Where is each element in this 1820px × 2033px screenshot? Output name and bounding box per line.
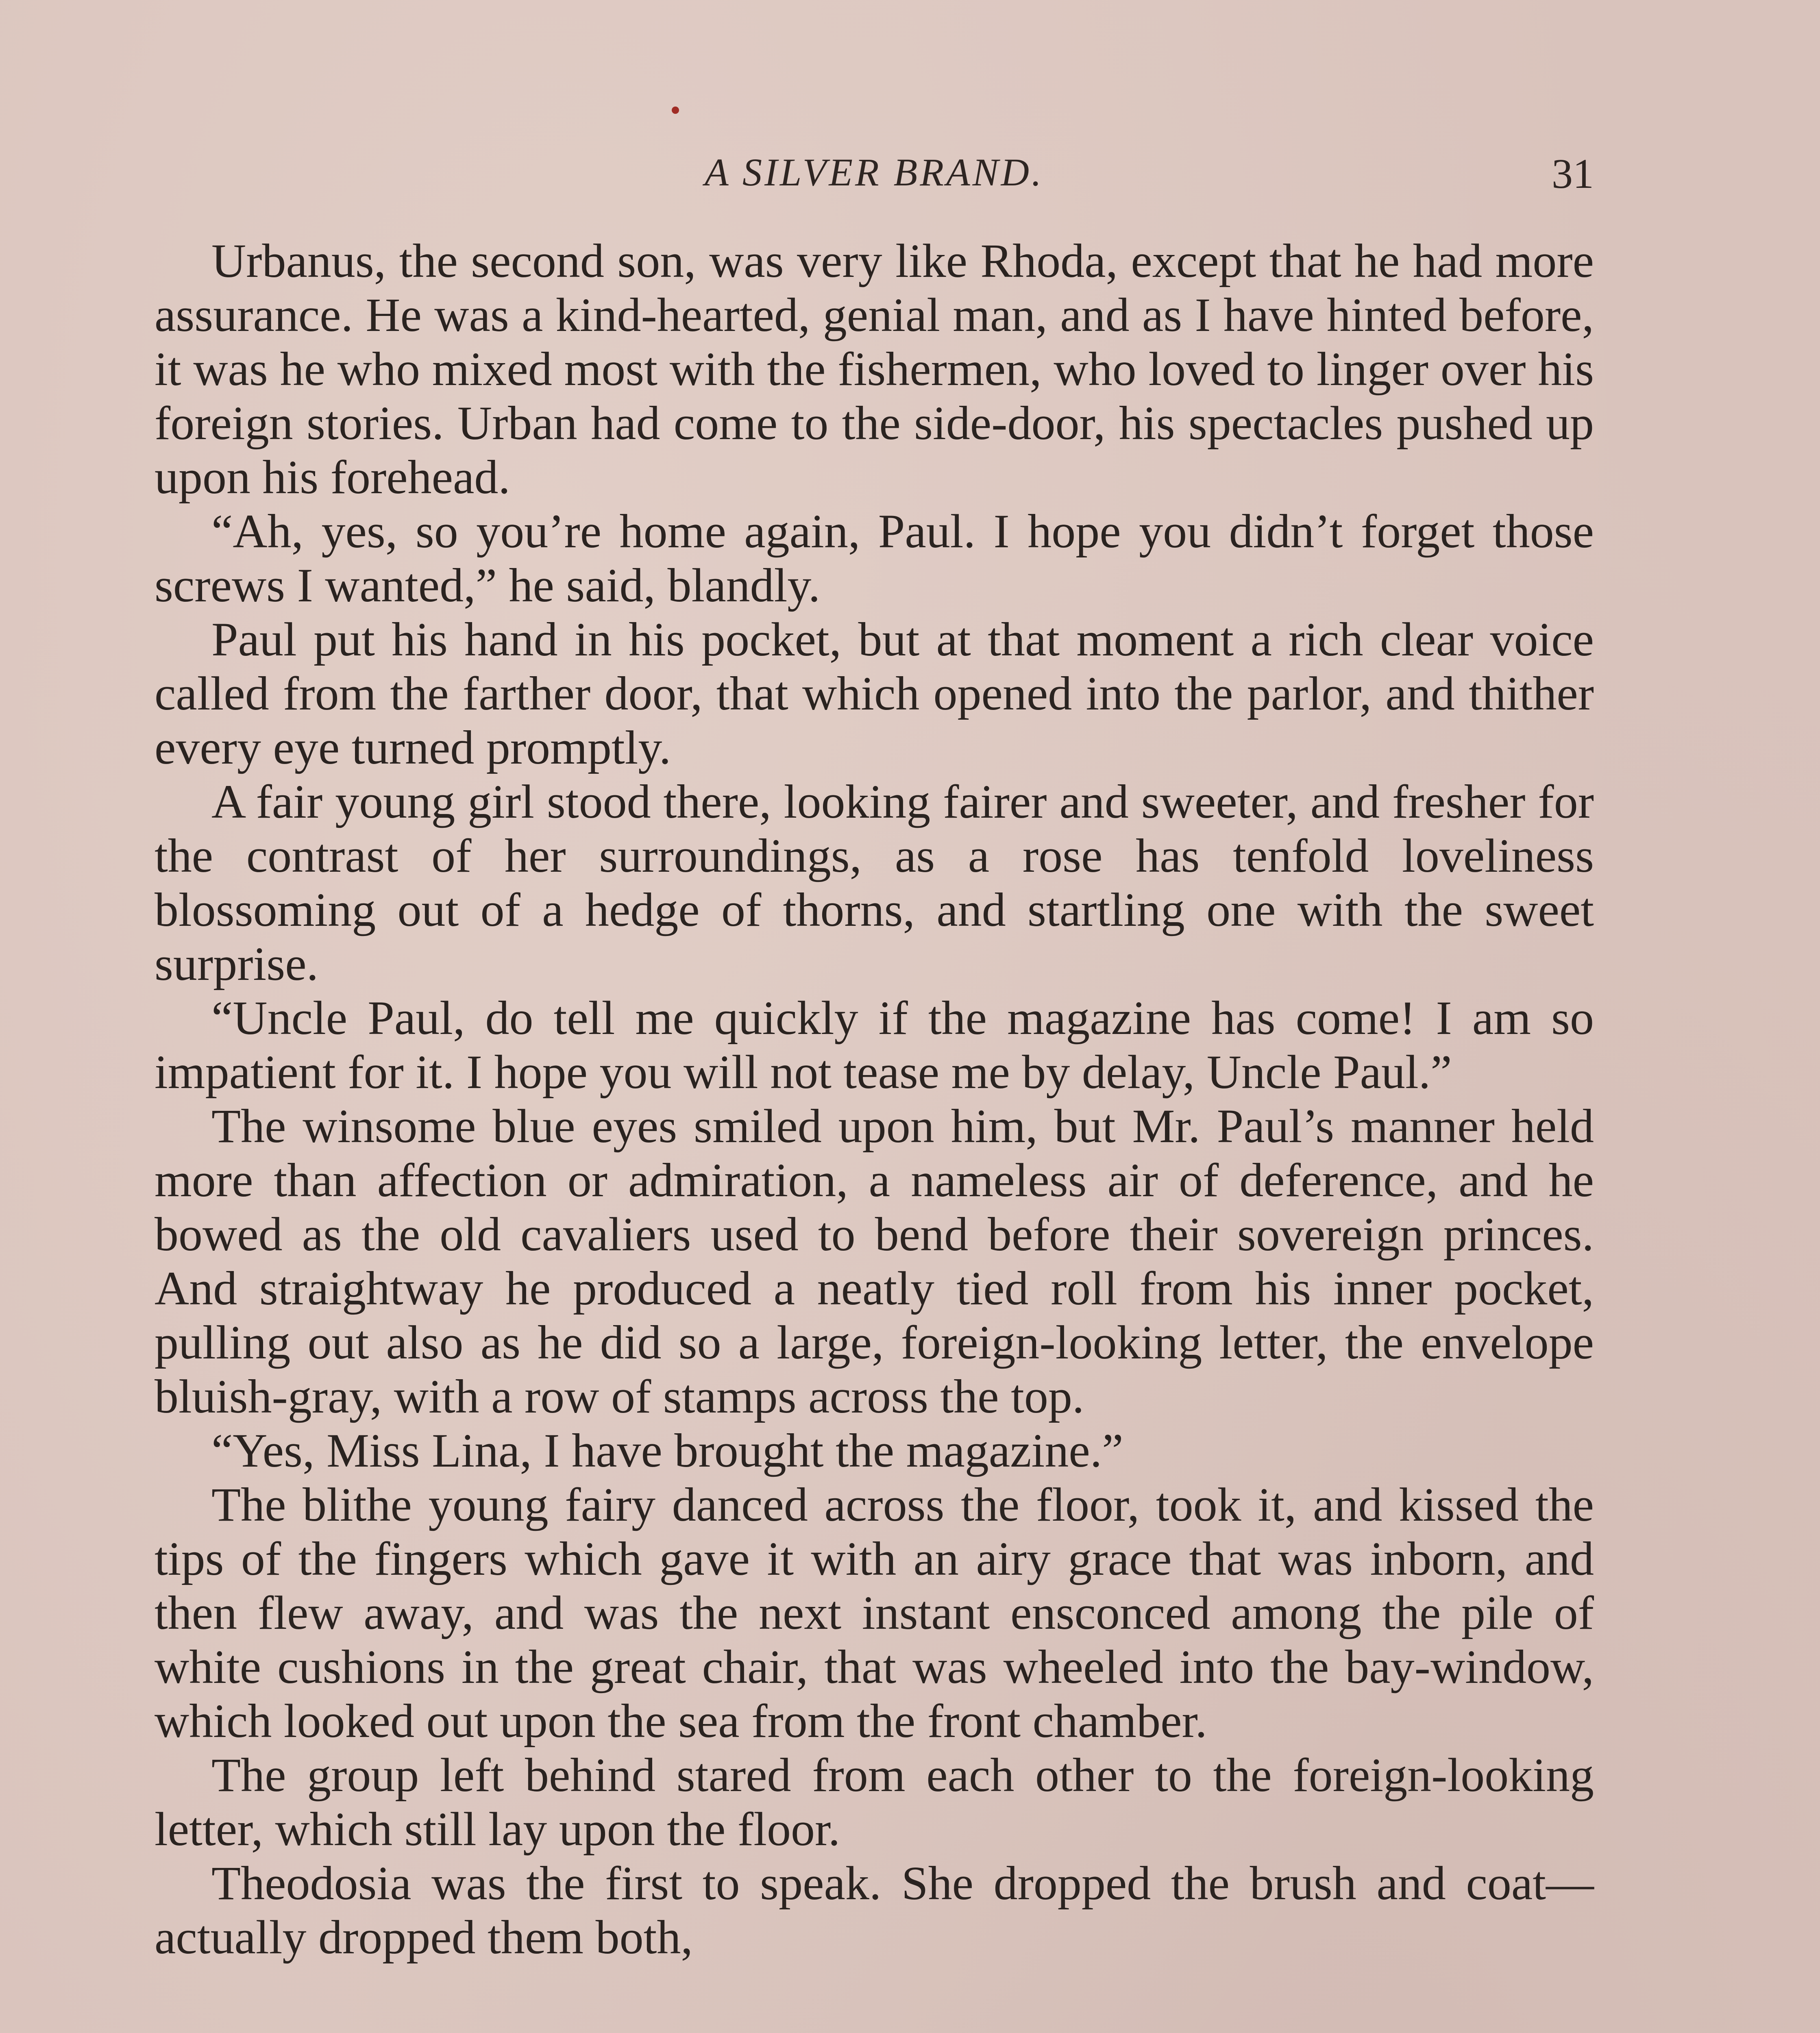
running-title: A SILVER BRAND. [705,150,1044,194]
paragraph-lina-dialogue: “Uncle Paul, do tell me quickly if the magazine has come! I am so impatient for it. I hope you will not tease me by delay, Uncle Paul.” [155,991,1594,1099]
paragraph-theodosia: Theodosia was the first to speak. She dropped the brush and coat—actually dropped them both, [155,1857,1594,1964]
paragraph-blue-eyes: The winsome blue eyes smiled upon him, but Mr. Paul’s manner held more than affection or admiration, a nameless air of deference, and he bowed as the old cavaliers used to bend before their sovereign princes. And straightway he produced a neatly tied roll from his inner pocket, pulling out also as he did so a large, foreign-looking letter, the envelope bluish-gray, with a row of stamps across the top. [155,1099,1594,1423]
paragraph-fair-girl: A fair young girl stood there, looking fairer and sweeter, and fresher for the contrast of her surroundings, as a rose has tenfold loveliness blossoming out of a hedge of thorns, and startling one with the sweet surprise. [155,775,1594,990]
paragraph-paul-reply: “Yes, Miss Lina, I have brought the magazine.” [211,1424,1123,1477]
body-text [155,234,1594,1964]
page-header [155,150,1594,211]
paragraph-urban-dialogue: “Ah, yes, so you’re home again, Paul. I hope you didn’t forget those screws I wanted,” he said, blandly. [155,505,1594,612]
paragraph-fairy-danced: The blithe young fairy danced across the floor, took it, and kissed the tips of the fingers which gave it with an airy grace that was inborn, and then flew away, and was the next instant ensconced among the pile of white cushions in the great chair, that was wheeled into the bay-window, which looked out upon the sea from the front chamber. [155,1478,1594,1748]
page-number: 31 [1552,150,1594,197]
ink-speck [672,107,679,114]
paragraph-paul-pocket: Paul put his hand in his pocket, but at that moment a rich clear voice called from the farther door, that which opened into the parlor, and thither every eye turned promptly. [155,613,1594,774]
paragraph-urbanus: Urbanus, the second son, was very like Rhoda, except that he had more assurance. He was a kind-hearted, genial man, and as I have hinted before, it was he who mixed most with the fishermen, who loved to linger over his foreign stories. Urban had come to the side-door, his spectacles pushed up upon his forehead. [155,234,1594,504]
paragraph-group-stared: The group left behind stared from each other to the foreign-looking letter, which still lay upon the floor. [155,1748,1594,1856]
